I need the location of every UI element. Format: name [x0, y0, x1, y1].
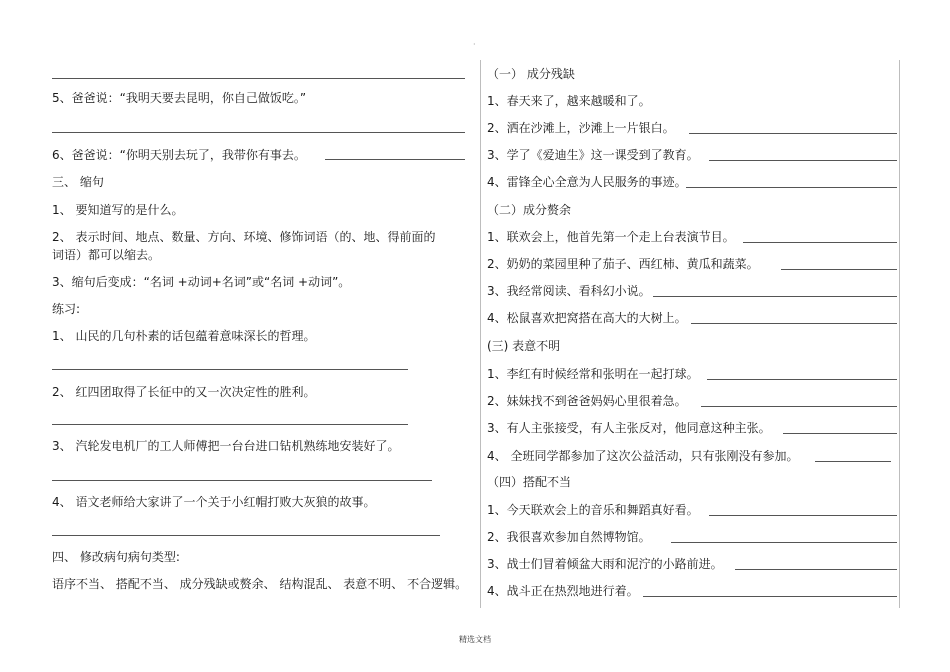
section-3-title: 三、 缩句: [52, 175, 104, 189]
rule-1: 1、 要知道写的是什么。: [52, 203, 184, 217]
sentence-b4: 4、松鼠喜欢把窝搭在高大的大树上。: [487, 311, 687, 325]
answer-line: [52, 78, 465, 79]
sentence-d1: 1、今天联欢会上的音乐和舞蹈真好看。: [487, 503, 699, 517]
sentence-a2: 2、洒在沙滩上，沙滩上一片银白。: [487, 121, 675, 135]
question-5: 5、爸爸说：“我明天要去昆明，你自己做饭吃。”: [52, 91, 307, 105]
answer-line: [52, 480, 432, 481]
answer-line: [686, 187, 897, 188]
answer-line: [653, 296, 897, 297]
answer-line: [52, 369, 408, 370]
answer-line: [781, 269, 897, 270]
answer-line: [52, 424, 408, 425]
answer-line: [735, 569, 897, 570]
sentence-a3: 3、学了《爱迪生》这一课受到了教育。: [487, 148, 699, 162]
answer-line: [52, 132, 465, 133]
page-footer: 精选文档: [459, 635, 491, 644]
heading-redundant-component: （二）成分赘余: [487, 203, 572, 217]
answer-line: [689, 133, 897, 134]
sentence-d4: 4、战斗正在热烈地进行着。: [487, 584, 639, 598]
answer-line: [691, 323, 897, 324]
section-4-title: 四、 修改病句病句类型:: [52, 550, 180, 564]
top-dot: ·: [473, 40, 476, 49]
heading-missing-component: （一） 成分残缺: [487, 67, 575, 81]
sentence-c3: 3、有人主张接受，有人主张反对，他同意这种主张。: [487, 421, 771, 435]
answer-line: [701, 406, 897, 407]
answer-line: [743, 242, 897, 243]
sentence-a1: 1、春天来了，越来越暖和了。: [487, 94, 651, 108]
answer-line: [709, 160, 897, 161]
sentence-c4: 4、 全班同学都参加了这次公益活动，只有张刚没有参加。: [487, 449, 799, 463]
answer-line: [52, 535, 440, 536]
practice-3: 3、 汽轮发电机厂的工人师傅把一台台进口钻机熟练地安装好了。: [52, 439, 400, 453]
error-types: 语序不当、 搭配不当、 成分残缺或赘余、 结构混乱、 表意不明、 不合逻辑。: [52, 577, 468, 591]
answer-line: [325, 159, 465, 160]
practice-4: 4、 语文老师给大家讲了一个关于小红帽打败大灰狼的故事。: [52, 495, 376, 509]
rule-2-line-2: 词语）都可以缩去。: [52, 248, 161, 262]
practice-1: 1、 山民的几句朴素的话包蕴着意味深长的哲理。: [52, 329, 316, 343]
right-column: [480, 60, 900, 608]
sentence-c2: 2、妹妹找不到爸爸妈妈心里很着急。: [487, 394, 687, 408]
sentence-b1: 1、联欢会上，他首先第一个走上台表演节目。: [487, 230, 735, 244]
answer-line: [707, 379, 897, 380]
answer-line: [815, 461, 891, 462]
answer-line: [643, 596, 897, 597]
sentence-a4: 4、雷锋全心全意为人民服务的事迹。: [487, 175, 687, 189]
heading-unclear-meaning: (三) 表意不明: [487, 339, 561, 353]
answer-line: [671, 542, 897, 543]
rule-2-line-1: 2、 表示时间、地点、数量、方向、环境、修饰词语（的、地、得前面的: [52, 230, 436, 244]
question-6: 6、爸爸说：“你明天别去玩了，我带你有事去。: [52, 148, 306, 162]
practice-label: 练习:: [52, 302, 81, 316]
sentence-b2: 2、奶奶的菜园里种了茄子、西红柿、黄瓜和蔬菜。: [487, 257, 759, 271]
sentence-d2: 2、我很喜欢参加自然博物馆。: [487, 530, 651, 544]
answer-line: [709, 515, 897, 516]
answer-line: [783, 433, 897, 434]
heading-collocation-error: （四）搭配不当: [487, 475, 572, 489]
sentence-d3: 3、战士们冒着倾盆大雨和泥泞的小路前进。: [487, 557, 723, 571]
rule-3: 3、缩句后变成：“名词 +动词+名词”或“名词 +动词”。: [52, 275, 351, 289]
sentence-c1: 1、李红有时候经常和张明在一起打球。: [487, 367, 699, 381]
practice-2: 2、 红四团取得了长征中的又一次决定性的胜利。: [52, 385, 316, 399]
sentence-b3: 3、我经常阅读、看科幻小说。: [487, 284, 651, 298]
